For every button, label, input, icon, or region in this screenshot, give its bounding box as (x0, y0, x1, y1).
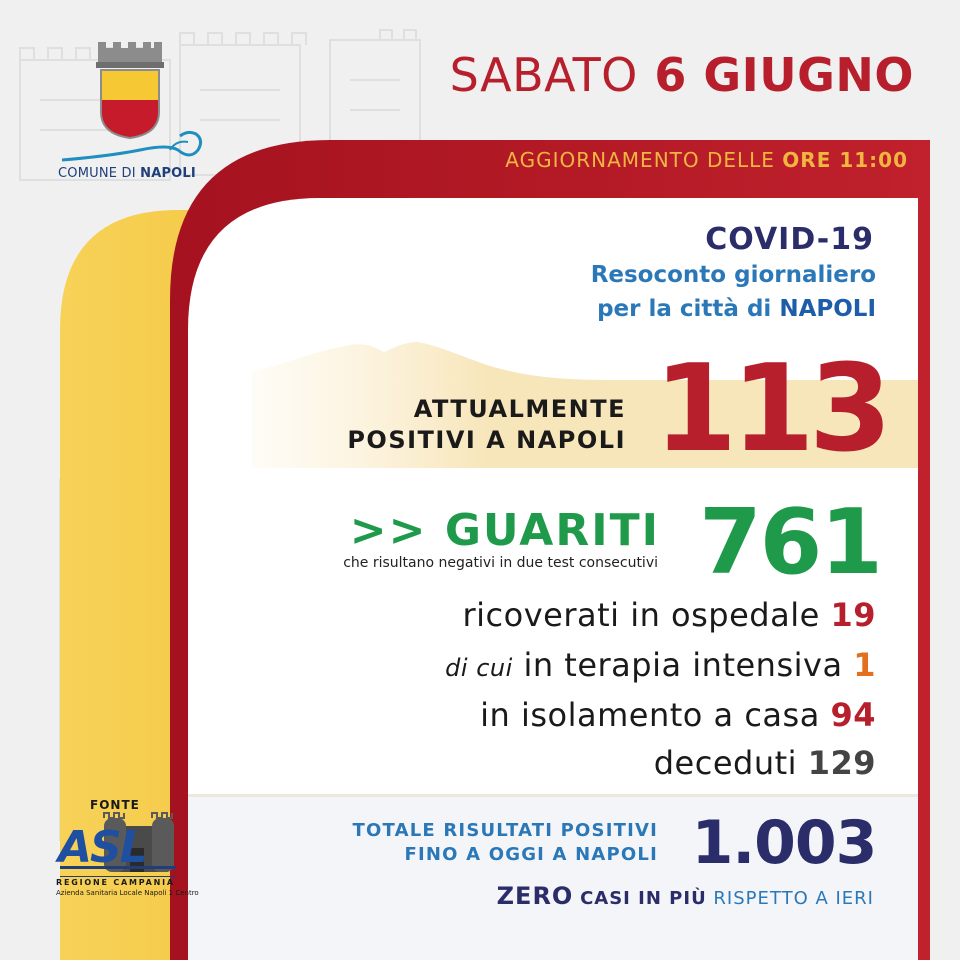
recovered-value: 761 (699, 490, 881, 595)
date-day-month: 6 GIUGNO (654, 48, 914, 102)
asl-letters: ASL (58, 822, 146, 873)
stat-icu (445, 646, 876, 684)
stat-hospitalized-label: ricoverati in ospedale (462, 596, 820, 634)
stat-icu-label: in terapia intensiva (523, 646, 843, 684)
report-subtitle-city (597, 296, 876, 322)
stat-hospitalized (462, 596, 876, 634)
comune-label (58, 166, 196, 181)
recovered-label: >> GUARITI (349, 505, 660, 556)
positive-label-line2: POSITIVI A NAPOLI (347, 426, 626, 454)
asl-region: REGIONE CAMPANIA (56, 878, 175, 887)
positive-value: 113 (653, 340, 887, 479)
zero-tail: RISPETTO A IERI (713, 888, 874, 909)
date-weekday: SABATO (449, 48, 638, 102)
update-time-line (505, 148, 908, 172)
coat-of-arms-icon (96, 42, 164, 138)
stat-icu-prefix: di cui (445, 654, 513, 682)
stat-deceased-value: 129 (807, 744, 876, 782)
stat-hospitalized-value: 19 (830, 596, 876, 634)
stat-icu-value: 1 (853, 646, 876, 684)
comune-city: NAPOLI (140, 166, 196, 181)
stat-deceased (654, 744, 876, 782)
stat-deceased-label: deceduti (653, 744, 798, 782)
zero-word: ZERO (496, 882, 574, 910)
total-label-line1: TOTALE RISULTATI POSITIVI (352, 820, 658, 841)
divider (188, 794, 918, 797)
stat-home-label: in isolamento a casa (480, 696, 820, 734)
comune-prefix: COMUNE DI (58, 166, 136, 181)
date-heading (450, 48, 914, 102)
total-label-line2: FINO A OGGI A NAPOLI (404, 844, 658, 865)
stat-home-isolation (480, 696, 876, 734)
report-city: NAPOLI (779, 296, 876, 322)
zero-cases-line (497, 882, 874, 910)
report-city-prefix: per la città di (597, 296, 772, 322)
report-subtitle: Resoconto giornaliero (590, 262, 876, 288)
recovered-note: che risultano negativi in due test consecutivi (343, 555, 658, 571)
source-label: FONTE (90, 798, 140, 812)
positive-label-line1: ATTUALMENTE (413, 395, 626, 423)
zero-mid: CASI IN PIÙ (580, 888, 707, 909)
report-title: COVID-19 (705, 222, 874, 257)
stat-home-value: 94 (830, 696, 876, 734)
total-value: 1.003 (691, 808, 877, 878)
update-time: ORE 11:00 (782, 148, 908, 172)
asl-subtitle: Azienda Sanitaria Locale Napoli 1 Centro (56, 889, 199, 897)
update-prefix: AGGIORNAMENTO DELLE (505, 148, 775, 172)
